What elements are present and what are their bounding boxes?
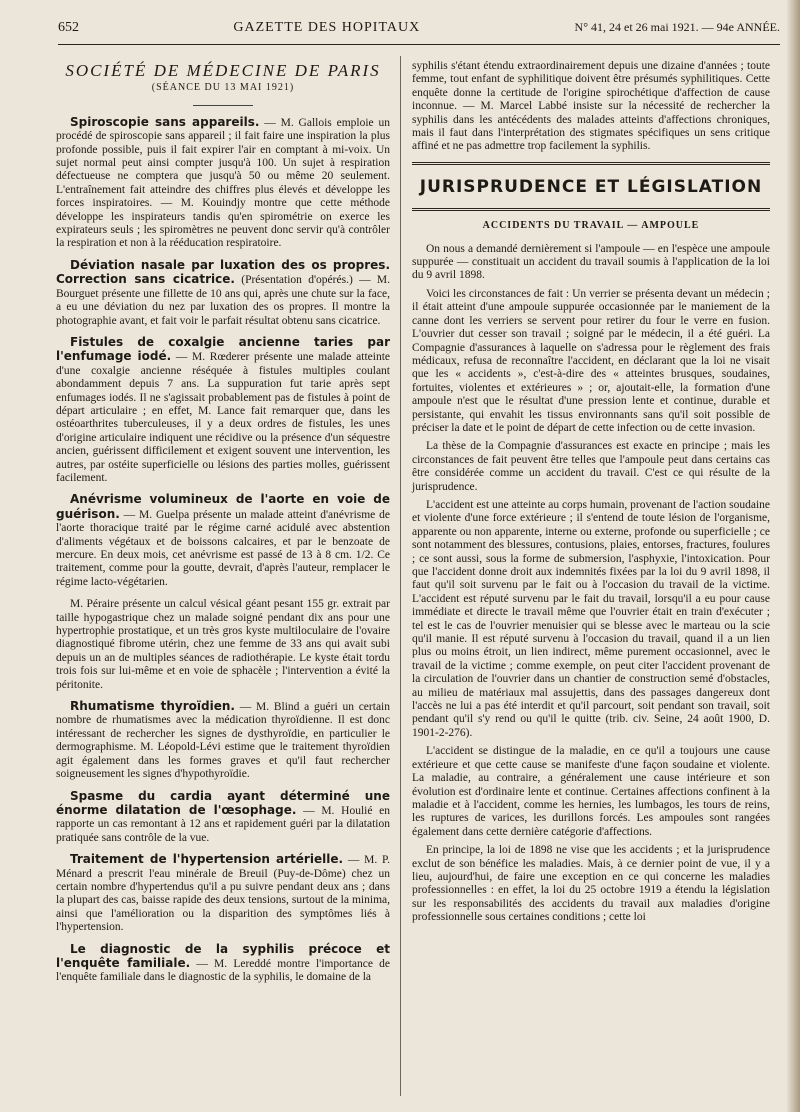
header-rule: [58, 44, 780, 45]
separator: [193, 105, 253, 106]
article-heading: Le diagnostic de la syphilis précoce et l'enquête familiale.: [56, 941, 390, 970]
article-heading: Spasme du cardia ayant déterminé une énorme dilatation de l'œsophage.: [56, 788, 390, 817]
article-text: M. Péraire présente un calcul vésical géant pesant 155 gr. extrait par taille hypogastrique chez un malade soigné pendant dix ans pour une hypertrophie prostatique, et un très gros kyste multiloculaire de l'ovaire diagnostiqué fibrome utérin, chez une femme de 33 ans qui avait subi depuis un an de multiples séances de radiothérapie. Le kyste était tordu trois fois sur lui-même et en voie de sphacèle ; l'intervention a évité la péritonite.: [56, 598, 390, 691]
issue-info: N° 41, 24 et 26 mai 1921. — 94e ANNÉE.: [574, 20, 780, 34]
article: [56, 700, 390, 781]
article: [56, 259, 390, 328]
paragraph: La thèse de la Compagnie d'assurances est exacte en principe ; mais les circonstances de fait peuvent être telles que l'ampoule peut dans certains cas être considérée comme un accident du travail. C'est ce qui résulte de la jurisprudence.: [412, 440, 770, 493]
article-heading: Spiroscopie sans appareils.: [70, 114, 260, 129]
article: [56, 336, 390, 485]
right-column: [412, 60, 770, 930]
article-text: — M. Guelpa présente un malade atteint d'anévrisme de l'aorte thoracique traité par le régime carné acidulé avec abstention d'aliments végétaux et de boissons calcaires, et par le benzoate de mercure. En deux mois, cet anévrisme est passé de 13 à 8 cm. 1/2. Ce traitement, comme pour la goutte, devrait, d'après l'auteur, remplacer le régime lacto-végétarien.: [56, 508, 390, 588]
article-text: — M. Houlié en rapporte un cas remontant à 12 ans et rapidement guéri par la dilatation pratiquée sans contrôle de la vue.: [56, 804, 390, 844]
article: [56, 116, 390, 251]
section-subtitle: ACCIDENTS DU TRAVAIL — AMPOULE: [482, 220, 700, 232]
article: [56, 493, 390, 589]
article-text: — M. Rœderer présente une malade atteinte d'une coxalgie ancienne réséquée à fistules multiples coulant abondamment depuis 7 ans. La suppuration fut tarie après sept enfumages iodés. Il ne s'agissait probablement pas de fistules à point de départ articulaire ; en effet, M. Lance fait remarquer que, dans les ostéoarthrites tuberculeuses, il y a deux ordres de fistules, les unes d'origine articulaire indiquent une récidive ou la présence d'un séquestre ancien, guérissent difficilement et exigent souvent une intervention, les autres, par ostéite superficielle ou lésions des parties molles, guérissent facilement.: [56, 351, 391, 484]
page-edge: [786, 0, 800, 1112]
article-heading: Déviation nasale par luxation des os propres. Correction sans cicatrice.: [56, 257, 390, 287]
double-rule: [412, 208, 770, 211]
paragraph: Voici les circonstances de fait : Un verrier se présenta devant un médecin ; il était atteint d'une ampoule suppurée occasionnée par le maniement de la canne dont les verriers se servent pour retirer du four le verre en fusion. L'ouvrier dut cesser son travail ; soigné par le médecin, il a été guéri. La Compagnie d'assurances à laquelle on s'adressa pour le règlement des frais médicaux, refusa de reconnaître l'accident, en déclarant que la loi ne visait que les « accidents », c'est-à-dire des « atteintes brusques, soudaines, fortuites, violentes et extérieures » ; or, ajoutait-elle, la formation d'une ampoule n'est que le résultat d'une pression lente et continue, durable et persistante, qui envahit les tissus environnants sans qu'il soit possible de préciser la date et le point de départ de cette infection ou de cette invasion.: [412, 287, 770, 434]
article: [56, 790, 390, 846]
article-heading: Fistules de coxalgie ancienne taries par l'enfumage iodé.: [56, 334, 390, 364]
section-title: JURISPRUDENCE ET LÉGISLATION: [419, 176, 763, 197]
paragraph: En principe, la loi de 1898 ne vise que les accidents ; et la jurisprudence exclut de son bénéfice les maladies. Mais, à ce dernier point de vue, il y a lieu, aujourd'hui, de faire une exception en ce qui concerne les maladies professionnelles : en effet, la loi du 25 octobre 1919 a étendu la législation sur les responsabilités des accidents du travail aux maladies d'origine professionnelle sous certaines conditions ; cette loi: [412, 844, 770, 924]
article-text: — M. P. Ménard a prescrit l'eau minérale de Breuil (Puy-de-Dôme) chez un certain nombre d'hypertendus qu'il a pu suivre pendant deux ans ; dans la plupart des cas, baisse rapide des deux tensions, surtout de la minima, ainsi que l'amélioration ou la disparition des symptômes liés à l'hypertension.: [56, 854, 390, 934]
article-text: — M. Blind a guéri un certain nombre de rhumatismes avec la médication thyroïdienne. Il est donc intéressant de rechercher les signes de dysthyroïdie, en particulier le dermographisme. M. Léopold-Lévi estime que le traitement thyroïdien agit également dans les formes graves et qu'il faut rechercher soigneusement les signes d'hypothyroïdie.: [56, 701, 390, 781]
page-header: [58, 20, 780, 44]
column-rule: [400, 56, 401, 1096]
article-heading: Anévrisme volumineux de l'aorte en voie de guérison.: [56, 492, 390, 521]
paragraph: On nous a demandé dernièrement si l'ampoule — en l'espèce une ampoule suppurée — constituait un accident du travail soumis à l'application de la loi du 9 avril 1898.: [412, 242, 770, 282]
article: [56, 853, 390, 934]
left-column: [56, 60, 390, 993]
continued-text: syphilis s'étant étendu extraordinairement depuis une dizaine d'années ; toute femme, tout enfant de syphilitique doivent être présumés syphilitiques. Cette enquête donne la certitude de l'origine spirochétique d'affection de cause inconnue. — M. Marcel Labbé insiste sur la nécessité de rechercher la syphilis dans les antécédents des malades atteints d'affections chroniques, mais il faut dans l'interprétation des stigmates spécifiques un sens critique affiné et ne pas admettre trop facilement la syphilis.: [412, 60, 770, 153]
paragraph: L'accident se distingue de la maladie, en ce qu'il a toujours une cause extérieure et que cette cause se manifeste d'une façon soudaine et violente. La maladie, au contraire, a généralement une cause intérieure et son évolution est d'ordinaire lente et continue. Certaines affections confinent à la maladie et à l'accident, comme les hernies, les lumbagos, les tours de reins, les ruptures de varices, les durillons forcés. Les ampoules sont rangées également dans cette dernière catégorie d'affections.: [412, 745, 770, 838]
society-title: SOCIÉTÉ DE MÉDECINE DE PARIS: [65, 61, 381, 80]
page-number: 652: [58, 20, 79, 35]
article-heading: Traitement de l'hypertension artérielle.: [70, 852, 344, 867]
article: [56, 597, 390, 692]
article-heading: Rhumatisme thyroïdien.: [70, 699, 235, 714]
article-text: — M. Gallois emploie un procédé de spiroscopie sans appareil ; il fait faire une inspiration la plus profonde possible, puis il fait expirer l'air en comptant à mi-voix. Un sujet normal peut ainsi compter jusqu'à 100. Un sujet à respiration défectueuse ne comptera que jusqu'à 50 ou même 20 seulement. L'entraînement fait atteindre des chiffres plus élevés et développe les forces inspiratoires. — M. Kouindjy montre que cette méthode développe les inspirateurs tandis qu'en spirométrie on exerce les expirateurs seuls ; les spiromètres ne peuvent donc servir qu'à contrôler la respiration et non à la rééducation respiratoire.: [56, 116, 390, 250]
journal-title: GAZETTE DES HOPITAUX: [233, 20, 421, 35]
article-text: — M. Lereddé montre l'importance de l'enquête familiale dans le diagnostic de la syphilis, le domaine de la: [56, 957, 390, 984]
paragraph: L'accident est une atteinte au corps humain, provenant de l'action soudaine et violente d'une force extérieure ; il s'entend de toute lésion de l'organisme, apparente ou non apparente, interne ou externe, profonde ou superficielle ; ce sont notamment des blessures, contusions, plaies, entorses, fractures, foulures ; ce sont aussi, sous la forme de submersion, l'asphyxie, l'intoxication. Pour que l'accident donne droit aux indemnités fixées par la loi du 9 avril 1898, il faut qu'il soit survenu par le fait ou à l'occasion du travail de la victime. L'accident est réputé survenu par le fait du travail, lorsqu'il a eu pour cause immédiate et directe le travail même que l'ouvrier était en train d'exécuter ; tel est le cas de l'ouvrier menuisier qui se blesse avec le marteau ou la scie qu'il manie. Il est réputé survenu à l'occasion du travail, quand il a un lien plus ou moins étroit, un lien indirect, même purement occasionnel, avec le travail de la victime ; comme exemple, on peut citer l'accident provenant de la circulation de l'ouvrier dans un chantier de construction semé d'obstacles, au milieu de matériaux mal assujettis, dans des passages dangereux dont l'accès ne lui a pas été interdit et qu'il parcourt, soit pendant son travail, soit pendant qu'il s'y rend ou qu'il le quitte (trib. civ. Seine, 24 août 1900, D. 1901-2-276).: [412, 498, 770, 739]
article-text: (Présentation d'opérés.) — M. Bourguet présente une fillette de 10 ans qui, après une chute sur la face, a eu une déviation du nez par luxation des os propres. Il montre la photographie avant, et fait voir le parfait résultat obtenu sans cicatrice.: [56, 274, 390, 327]
article: [56, 943, 390, 985]
double-rule: [412, 162, 770, 165]
seance-date: (SÉANCE DU 13 MAI 1921): [151, 82, 295, 94]
